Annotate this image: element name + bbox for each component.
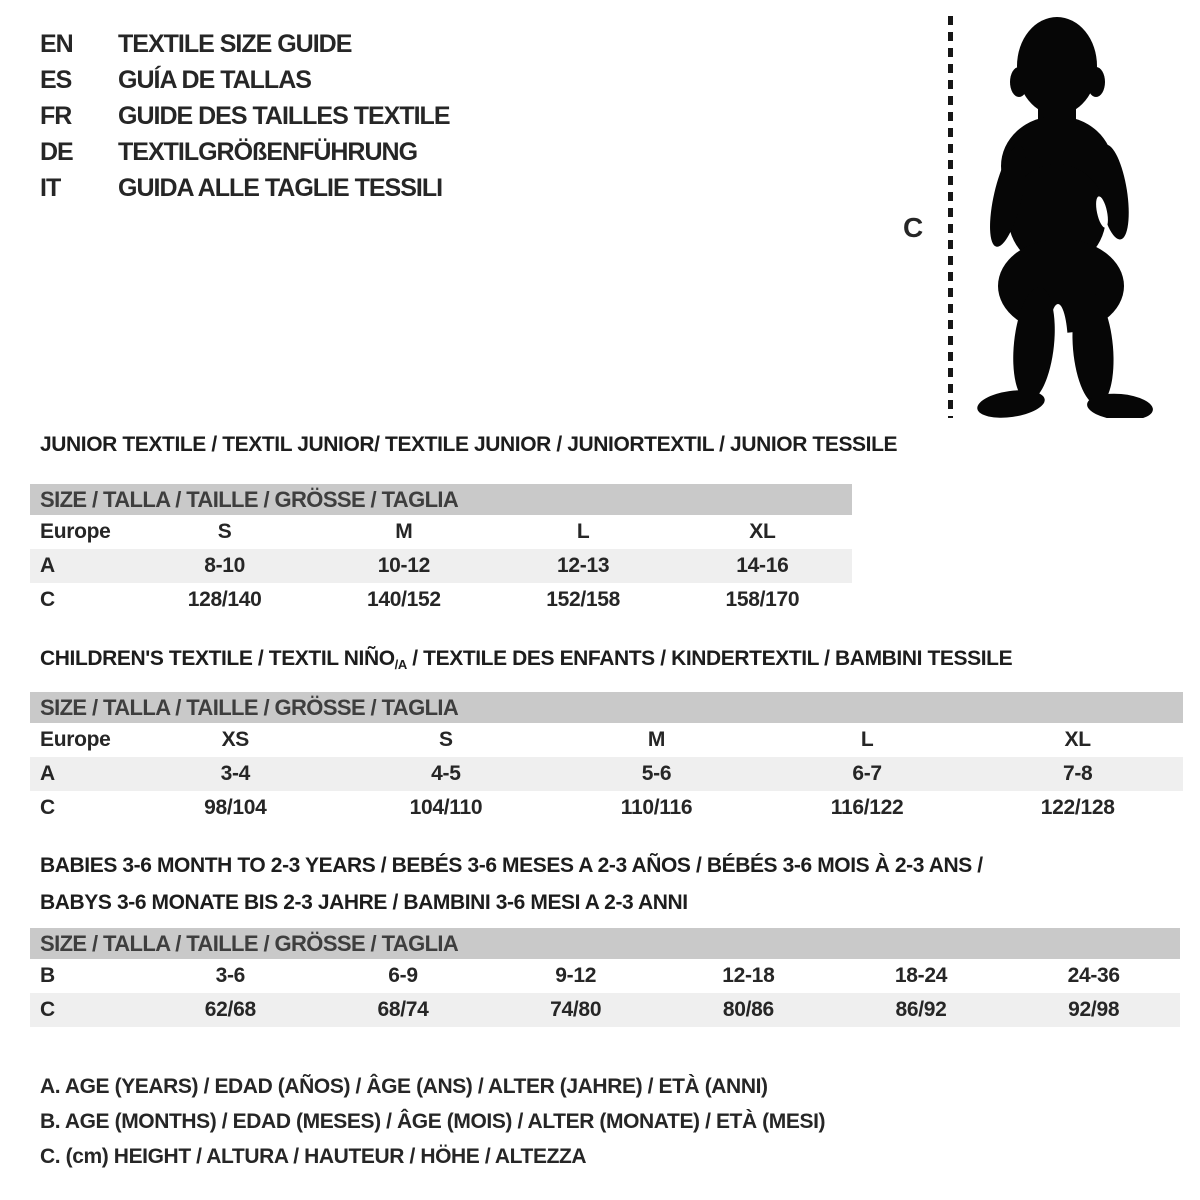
size-header-bar: SIZE / TALLA / TAILLE / GRÖSSE / TAGLIA: [30, 692, 1183, 723]
age-value: 10-12: [377, 554, 430, 577]
junior-size-table: [30, 484, 852, 617]
age-value: 3-4: [220, 762, 251, 785]
lang-code: EN: [40, 29, 73, 58]
height-value: 74/80: [550, 998, 602, 1021]
months-value: 24-36: [1067, 964, 1120, 987]
row-label-europe: Europe: [40, 728, 111, 751]
row-label-a: A: [40, 762, 55, 785]
age-value: 14-16: [736, 554, 789, 577]
size-col: M: [647, 728, 666, 751]
lang-row-de: [40, 134, 450, 170]
children-section-title: [40, 647, 1012, 672]
babies-title-line1: BABIES 3-6 MONTH TO 2-3 YEARS / BEBÉS 3-6 MESES A 2-3 AÑOS / BÉBÉS 3-6 MOIS À 2-3 ANS /: [40, 854, 983, 877]
lang-code: FR: [40, 101, 72, 130]
age-value: 5-6: [641, 762, 672, 785]
months-value: 12-18: [722, 964, 775, 987]
age-value: 6-7: [852, 762, 882, 785]
legend-line-c: C. (cm) HEIGHT / ALTURA / HAUTEUR / HÖHE / ALTEZZA: [40, 1144, 587, 1168]
babies-section-title: [40, 847, 983, 921]
size-col: M: [395, 520, 413, 543]
lang-row-en: [40, 26, 450, 62]
age-value: 12-13: [557, 554, 610, 577]
height-value: 116/122: [830, 796, 904, 819]
height-measure-dashed-line: [948, 16, 953, 418]
row-label-c: C: [40, 998, 55, 1021]
legend: [40, 1069, 825, 1174]
height-value: 140/152: [366, 588, 441, 611]
height-value: 128/140: [187, 588, 262, 611]
language-title-list: [40, 26, 450, 206]
age-value: 7-8: [1062, 762, 1093, 785]
babies-size-table: [30, 928, 1180, 1027]
junior-section-title: JUNIOR TEXTILE / TEXTIL JUNIOR/ TEXTILE JUNIOR / JUNIORTEXTIL / JUNIOR TESSILE: [40, 433, 898, 456]
guide-title-it: GUIDA ALLE TAGLIE TESSILI: [118, 173, 443, 202]
guide-title-fr: GUIDE DES TAILLES TEXTILE: [118, 101, 450, 130]
table-row-sizes: [30, 723, 1183, 757]
children-title-part2: / TEXTILE DES ENFANTS / KINDERTEXTIL / BAMBINI TESSILE: [406, 647, 1013, 670]
size-col: L: [860, 728, 874, 751]
height-value: 152/158: [546, 588, 621, 611]
months-value: 6-9: [388, 964, 418, 987]
table-row-height: [30, 791, 1183, 825]
table-row-height: [30, 993, 1180, 1027]
height-value: 158/170: [725, 588, 800, 611]
row-label-a: A: [40, 554, 55, 577]
height-value: 122/128: [1040, 796, 1115, 819]
height-value: 98/104: [204, 796, 267, 819]
babies-title-line2: BABYS 3-6 MONATE BIS 2-3 JAHRE / BAMBINI 3-6 MESI A 2-3 ANNI: [40, 891, 688, 914]
row-label-c: C: [40, 796, 55, 819]
children-title-sub: /A: [394, 657, 407, 672]
height-value: 86/92: [895, 998, 947, 1021]
lang-code: DE: [40, 137, 73, 166]
lang-code: IT: [40, 173, 61, 202]
table-row-sizes: [30, 515, 852, 549]
size-header-bar: SIZE / TALLA / TAILLE / GRÖSSE / TAGLIA: [30, 484, 852, 515]
height-value: 68/74: [377, 998, 429, 1021]
size-col: XL: [749, 520, 776, 543]
size-col: XS: [221, 728, 249, 751]
legend-line-b: B. AGE (MONTHS) / EDAD (MESES) / ÂGE (MOIS) / ALTER (MONATE) / ETÀ (MESI): [40, 1109, 826, 1133]
table-row-months: [30, 959, 1180, 993]
row-label-b: B: [40, 964, 55, 987]
row-label-c: C: [40, 588, 55, 611]
lang-row-fr: [40, 98, 450, 134]
age-value: 8-10: [204, 554, 246, 577]
size-col: S: [439, 728, 453, 751]
children-title-part1: CHILDREN'S TEXTILE / TEXTIL NIÑO: [40, 647, 395, 670]
lang-code: ES: [40, 65, 72, 94]
height-value: 80/86: [722, 998, 774, 1021]
height-measure-label: C: [903, 212, 923, 243]
toddler-silhouette-icon: [962, 14, 1157, 418]
lang-row-es: [40, 62, 450, 98]
guide-title-de: TEXTILGRÖßENFÜHRUNG: [118, 137, 418, 166]
table-row-height: [30, 583, 852, 617]
table-row-age: [30, 549, 852, 583]
months-value: 9-12: [555, 964, 597, 987]
children-size-table: [30, 692, 1183, 825]
months-value: 18-24: [894, 964, 948, 987]
guide-title-es: GUÍA DE TALLAS: [118, 65, 311, 94]
age-value: 4-5: [431, 762, 461, 785]
height-value: 110/116: [620, 796, 693, 819]
height-value: 92/98: [1068, 998, 1120, 1021]
size-col: XL: [1064, 728, 1091, 751]
months-value: 3-6: [215, 964, 246, 987]
lang-row-it: [40, 170, 450, 206]
height-value: 104/110: [409, 796, 483, 819]
table-row-age: [30, 757, 1183, 791]
row-label-europe: Europe: [40, 520, 111, 543]
size-header-bar: SIZE / TALLA / TAILLE / GRÖSSE / TAGLIA: [30, 928, 1180, 959]
guide-title-en: TEXTILE SIZE GUIDE: [118, 29, 352, 58]
height-value: 62/68: [204, 998, 256, 1021]
size-col: S: [217, 520, 232, 543]
legend-line-a: A. AGE (YEARS) / EDAD (AÑOS) / ÂGE (ANS) / ALTER (JAHRE) / ETÀ (ANNI): [40, 1074, 768, 1098]
size-col: L: [576, 520, 590, 543]
